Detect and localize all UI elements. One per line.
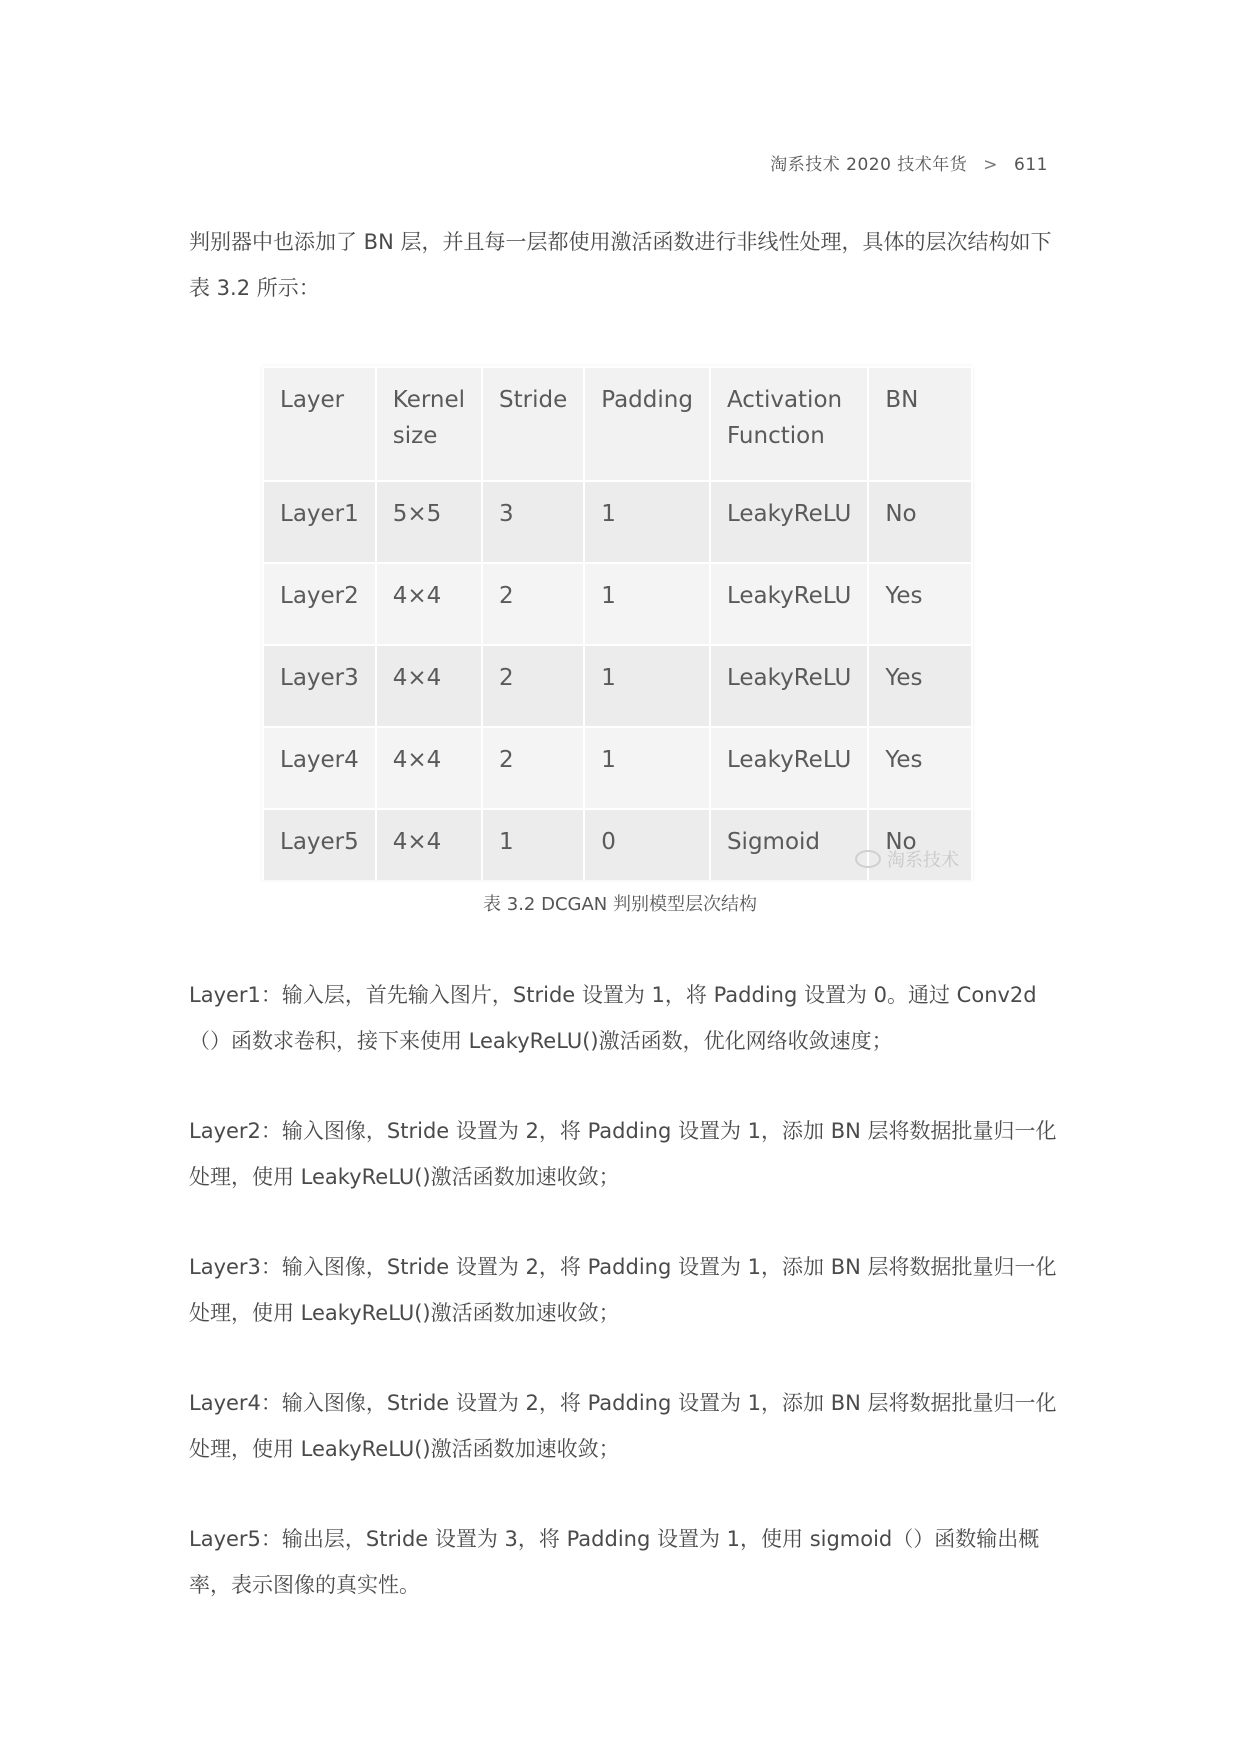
layer-table	[262, 366, 973, 880]
column-header-kernel-size: Kernel size	[376, 367, 482, 481]
table-cell: 4×4	[376, 727, 482, 809]
table-header-row	[263, 367, 972, 481]
table-cell: No	[868, 809, 972, 880]
table-row	[263, 563, 972, 645]
layer2-paragraph: Layer2：输入图像，Stride 设置为 2，将 Padding 设置为 1，添加 BN 层将数据批量归一化处理，使用 LeakyReLU()激活函数加速收敛；	[189, 1119, 1057, 1189]
table-cell: Layer5	[263, 809, 376, 880]
layer-table-image	[262, 366, 973, 880]
table-row	[263, 727, 972, 809]
table-cell: 2	[482, 645, 584, 727]
header-title: 淘系技术 2020 技术年货	[770, 155, 968, 175]
table-cell: Layer4	[263, 727, 376, 809]
column-header-layer: Layer	[263, 367, 376, 481]
table-cell: Layer1	[263, 481, 376, 563]
header-separator: >	[983, 155, 999, 175]
table-cell: 0	[584, 809, 710, 880]
table-cell: LeakyReLU	[710, 727, 868, 809]
table-cell: LeakyReLU	[710, 481, 868, 563]
layer3-paragraph: Layer3：输入图像，Stride 设置为 2，将 Padding 设置为 1，添加 BN 层将数据批量归一化处理，使用 LeakyReLU()激活函数加速收敛；	[189, 1255, 1057, 1325]
table-cell: 4×4	[376, 809, 482, 880]
table-cell: Layer2	[263, 563, 376, 645]
table-cell: Yes	[868, 563, 972, 645]
table-cell: 3	[482, 481, 584, 563]
table-caption: 表 3.2 DCGAN 判别模型层次结构	[483, 894, 757, 915]
table-cell: Yes	[868, 645, 972, 727]
table-cell: 1	[584, 563, 710, 645]
table-cell: 5×5	[376, 481, 482, 563]
column-header-bn: BN	[868, 367, 972, 481]
table-row	[263, 645, 972, 727]
table-cell: 2	[482, 563, 584, 645]
table-cell: 2	[482, 727, 584, 809]
layer5-paragraph: Layer5：输出层，Stride 设置为 3，将 Padding 设置为 1，使用 sigmoid（）函数输出概率，表示图像的真实性。	[189, 1527, 1040, 1597]
watermark	[855, 846, 959, 872]
intro-paragraph: 判别器中也添加了 BN 层，并且每一层都使用激活函数进行非线性处理，具体的层次结构如下表 3.2 所示：	[189, 230, 1052, 300]
table-cell: 1	[584, 727, 710, 809]
table-cell: Sigmoid	[710, 809, 868, 880]
table-cell: Layer3	[263, 645, 376, 727]
table-cell: No	[868, 481, 972, 563]
table-cell: 4×4	[376, 645, 482, 727]
wechat-icon	[855, 850, 881, 868]
table-cell: 1	[482, 809, 584, 880]
column-header-padding: Padding	[584, 367, 710, 481]
layer4-paragraph: Layer4：输入图像，Stride 设置为 2，将 Padding 设置为 1，添加 BN 层将数据批量归一化处理，使用 LeakyReLU()激活函数加速收敛；	[189, 1391, 1057, 1461]
layer1-paragraph: Layer1：输入层，首先输入图片，Stride 设置为 1，将 Padding 设置为 0。通过 Conv2d（）函数求卷积，接下来使用 LeakyReLU()激活函数，优化网络收敛速度；	[189, 983, 1037, 1053]
table-cell: LeakyReLU	[710, 645, 868, 727]
table-cell: 4×4	[376, 563, 482, 645]
table-cell: LeakyReLU	[710, 563, 868, 645]
watermark-text: 淘系技术	[887, 850, 959, 871]
table-cell: Yes	[868, 727, 972, 809]
page-header	[770, 150, 1048, 175]
page-number: 611	[1014, 155, 1048, 175]
column-header-stride: Stride	[482, 367, 584, 481]
table-row	[263, 481, 972, 563]
column-header-activation: Activation Function	[710, 367, 868, 481]
table-cell: 1	[584, 645, 710, 727]
table-cell: 1	[584, 481, 710, 563]
